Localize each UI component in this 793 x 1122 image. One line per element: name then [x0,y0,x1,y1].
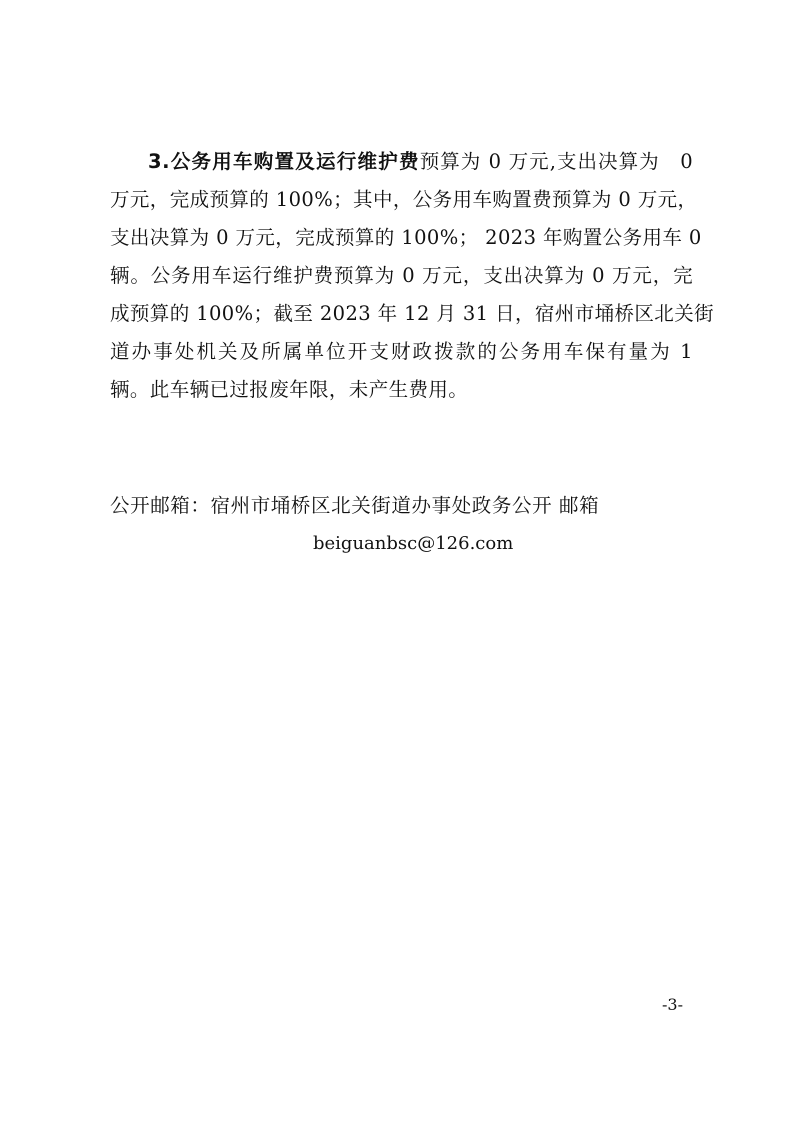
paragraph-line-2: 万元，完成预算的 100%；其中，公务用车购置费预算为 0 万元， [110,188,698,211]
paragraph-line-7: 辆。此车辆已过报废年限，未产生费用。 [110,378,469,401]
contact-email-address: beiguanbsc@126.com [313,533,514,554]
paragraph-line-5: 成预算的 100%；截至 2023 年 12 月 31 日，宿州市埇桥区北关街 [110,302,714,325]
paragraph-line-1-text: 预算为 0 万元,支出决算为 0 [419,150,693,173]
page-number: -3- [662,995,683,1014]
paragraph-line-6: 道办事处机关及所属单位开支财政拨款的公务用车保有量为 1 [110,340,693,363]
paragraph-line-1 [148,148,693,176]
paragraph-line-4: 辆。公务用车运行维护费预算为 0 万元，支出决算为 0 万元，完 [110,264,693,287]
paragraph-line-3: 支出决算为 0 万元，完成预算的 100%； 2023 年购置公务用车 0 [110,226,702,249]
section-heading: 3.公务用车购置及运行维护费 [148,150,420,173]
contact-email-label: 公开邮箱：宿州市埇桥区北关街道办事处政务公开 邮箱 [110,494,600,517]
